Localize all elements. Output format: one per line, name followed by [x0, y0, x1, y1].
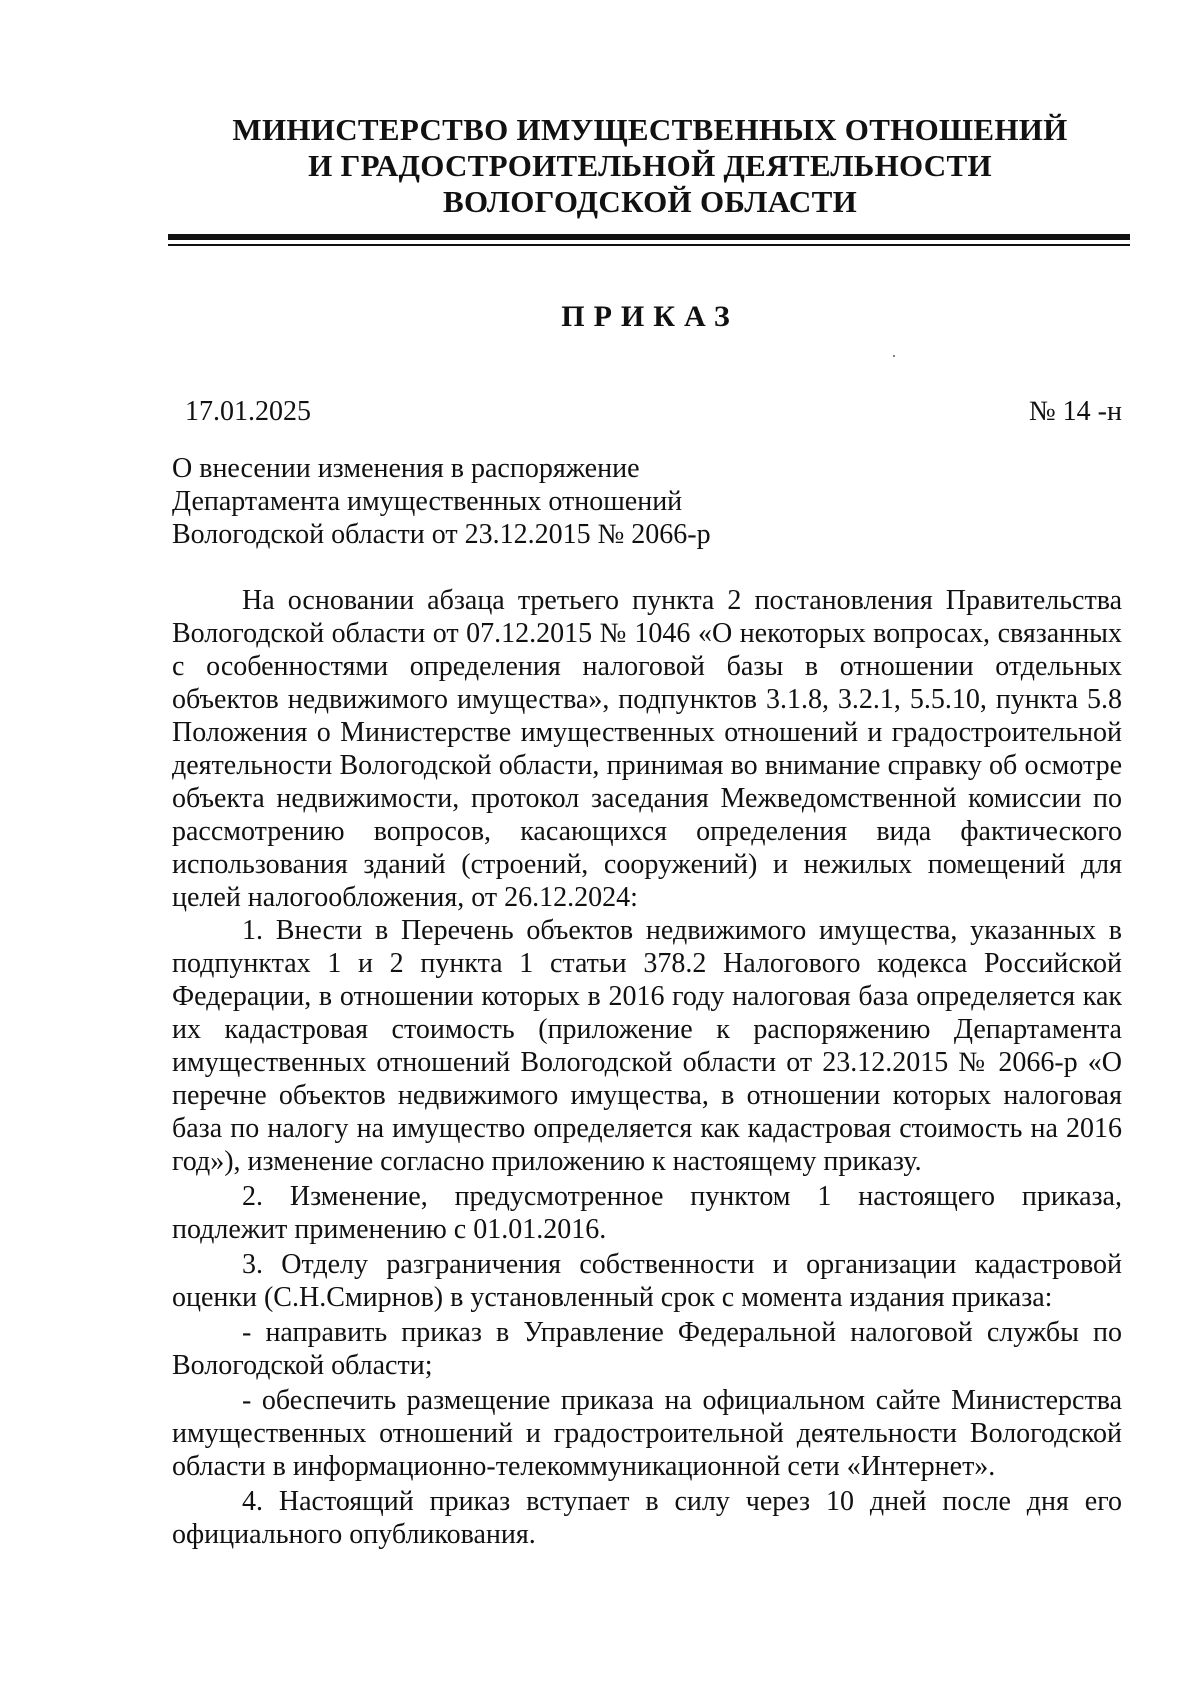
item-4-paragraph: 4. Настоящий приказ вступает в силу через 10 дней после дня его официального опубликования.: [172, 1486, 1122, 1550]
item-3-sub-1-paragraph: - направить приказ в Управление Федеральной налоговой службы по Вологодской области;: [172, 1317, 1122, 1381]
ministry-header-line-3: ВОЛОГОДСКОЙ ОБЛАСТИ: [442, 184, 858, 219]
ministry-header-line-2: И ГРАДОСТРОИТЕЛЬНОЙ ДЕЯТЕЛЬНОСТИ: [308, 148, 992, 183]
header-divider-thick: [168, 234, 1130, 240]
scan-speck: [893, 355, 895, 357]
subject-line-2: Департамента имущественных отношений: [172, 486, 683, 517]
ministry-header: [170, 112, 1130, 220]
document-date: 17.01.2025: [185, 396, 311, 427]
document-number: № 14 -н: [1028, 396, 1122, 427]
document-subject: [172, 452, 711, 551]
item-3-paragraph: 3. Отделу разграничения собственности и организации кадастровой оценки (С.Н.Смирнов) в установленный срок с момента издания приказа:: [172, 1249, 1122, 1313]
item-2-paragraph: 2. Изменение, предусмотренное пунктом 1 настоящего приказа, подлежит применению с 01.01.2016.: [172, 1181, 1122, 1245]
item-3-sub-2-paragraph: - обеспечить размещение приказа на официальном сайте Министерства имущественных отношений и градостроительной деятельности Вологодской области в информационно-телекоммуникационной сети «Интернет».: [172, 1385, 1122, 1482]
document-type-title: ПРИКАЗ: [561, 300, 739, 333]
header-divider-thin: [168, 244, 1130, 246]
document-body: [172, 584, 1122, 1551]
ministry-header-line-1: МИНИСТЕРСТВО ИМУЩЕСТВЕННЫХ ОТНОШЕНИЙ: [232, 112, 1068, 147]
preamble-paragraph: На основании абзаца третьего пункта 2 постановления Правительства Вологодской области от 07.12.2015 № 1046 «О некоторых вопросах, связанных с особенностями определения налоговой базы в отношении отдельных объектов недвижимого имущества», подпунктов 3.1.8, 3.2.1, 5.5.10, пункта 5.8 Положения о Министерстве имущественных отношений и градостроительной деятельности Вологодской области, принимая во внимание справку об осмотре объекта недвижимости, протокол заседания Межведомственной комиссии по рассмотрению вопросов, касающихся определения вида фактического использования зданий (строений, сооружений) и нежилых помещений для целей налогообложения, от 26.12.2024:: [172, 585, 1122, 913]
subject-line-1: О внесении изменения в распоряжение: [172, 453, 640, 484]
item-1-paragraph: 1. Внести в Перечень объектов недвижимого имущества, указанных в подпунктах 1 и 2 пункта 1 статьи 378.2 Налогового кодекса Российской Федерации, в отношении которых в 2016 году налоговая база определяется как их кадастровая стоимость (приложение к распоряжению Департамента имущественных отношений Вологодской области от 23.12.2015 № 2066-р «О перечне объектов недвижимого имущества, в отношении которых налоговая база по налогу на имущество определяется как кадастровая стоимость на 2016 год»), изменение согласно приложению к настоящему приказу.: [172, 915, 1122, 1177]
subject-line-3: Вологодской области от 23.12.2015 № 2066-р: [172, 519, 711, 550]
